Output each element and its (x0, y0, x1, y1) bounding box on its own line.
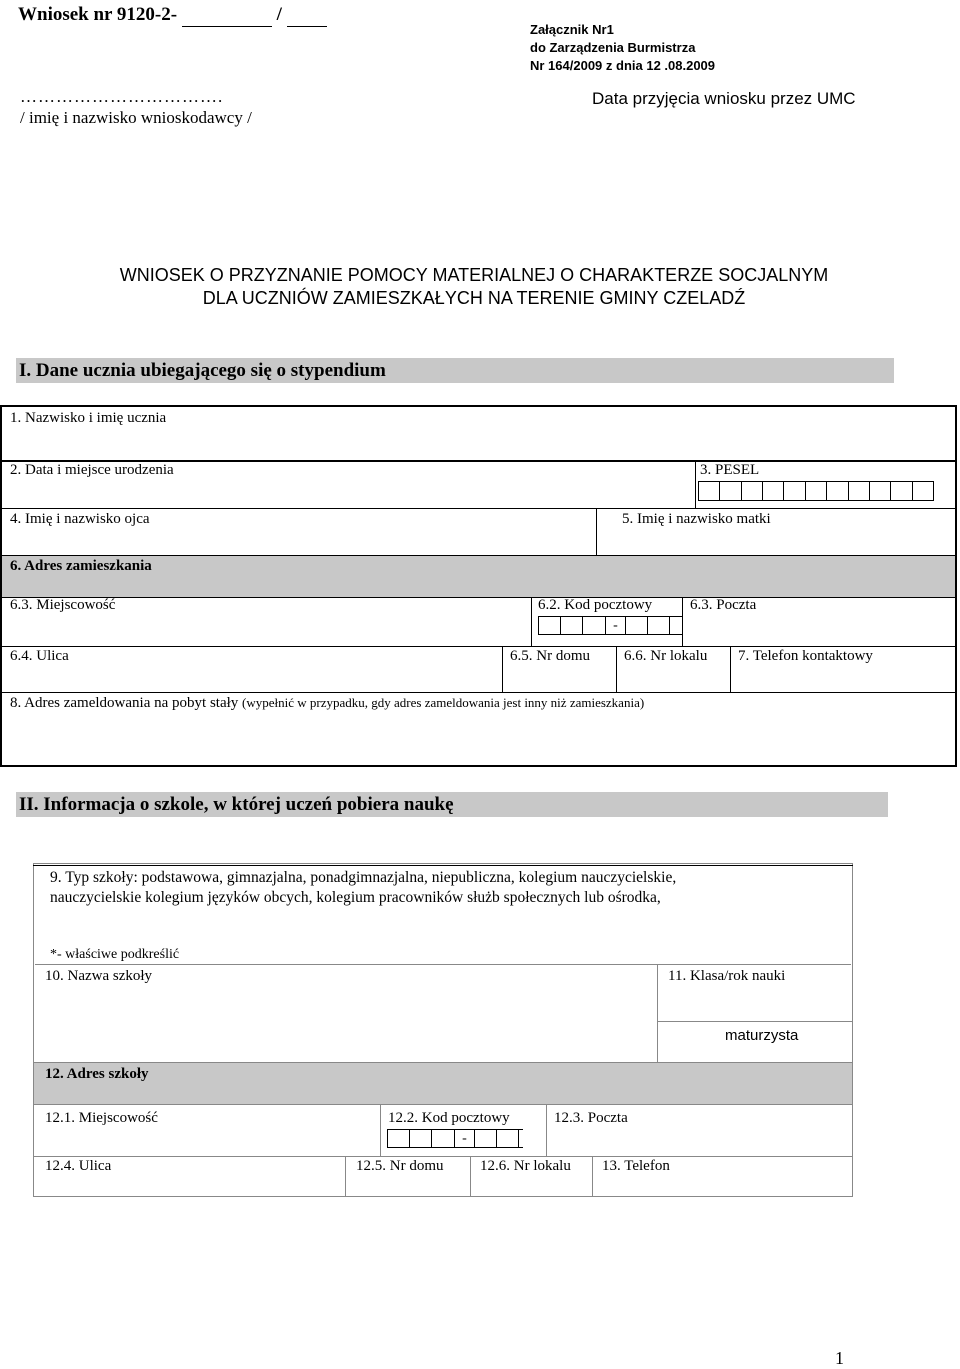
postal-cell[interactable] (388, 1130, 410, 1147)
school-city-input[interactable] (45, 1130, 369, 1154)
pesel-cell[interactable] (870, 482, 891, 500)
mother-input[interactable] (610, 531, 944, 555)
father-input[interactable] (10, 531, 584, 555)
annex-note (530, 21, 715, 75)
date-received-label: Data przyjęcia wniosku przez UMC (592, 89, 856, 108)
postal-cell[interactable] (583, 617, 605, 634)
annex-line: do Zarządzenia Burmistrza (530, 40, 696, 55)
registered-address-label (10, 695, 644, 712)
post-office-label: 6.3. Poczta (690, 597, 757, 613)
postal-code-label: 6.2. Kod pocztowy (538, 597, 653, 613)
column-divider (657, 964, 658, 1062)
application-number-separator: / (276, 4, 282, 25)
row-divider (35, 964, 851, 965)
school-type-line: nauczycielskie kolegium języków obcych, kolegium pracowników służb społecznych lub ośrodka, (50, 889, 661, 906)
pesel-cell[interactable] (699, 482, 720, 500)
column-divider (596, 508, 597, 555)
school-type-text (50, 868, 676, 908)
postal-cell[interactable] (648, 617, 670, 634)
row-divider (0, 508, 957, 509)
school-post-office-label: 12.3. Poczta (554, 1110, 628, 1126)
phone-label: 7. Telefon kontaktowy (738, 648, 873, 664)
registered-address-title: 8. Adres zameldowania na pobyt stały (10, 695, 239, 711)
pesel-cell[interactable] (763, 482, 784, 500)
pesel-cell[interactable] (913, 482, 934, 500)
post-office-input[interactable] (690, 618, 944, 644)
column-divider (345, 1156, 346, 1197)
school-post-office-input[interactable] (554, 1130, 848, 1154)
phone-input[interactable] (738, 668, 947, 692)
registered-address-note: (wypełnić w przypadku, gdy adres zameldowania jest inny niż zamieszkania) (242, 695, 645, 710)
student-name-label: 1. Nazwisko i imię ucznia (10, 410, 167, 426)
school-name-label: 10. Nazwa szkoły (45, 968, 153, 984)
column-divider (592, 1156, 593, 1197)
form-title (0, 264, 960, 310)
school-name-input[interactable] (45, 990, 649, 1048)
annex-line: Nr 164/2009 z dnia 12 .08.2009 (530, 58, 716, 73)
column-divider (730, 646, 731, 692)
pesel-cell[interactable] (849, 482, 870, 500)
postal-cell[interactable] (497, 1130, 519, 1147)
row-divider (0, 597, 957, 598)
pesel-cells[interactable] (698, 481, 934, 501)
birth-label: 2. Data i miejsce urodzenia (10, 462, 174, 478)
column-divider (546, 1104, 547, 1156)
row-divider (657, 1021, 853, 1022)
column-divider (380, 1104, 381, 1156)
city-input[interactable] (10, 618, 524, 644)
underline-note: *- właściwe podkreślić (50, 947, 180, 962)
row-divider (0, 646, 957, 647)
postal-cell[interactable] (410, 1130, 432, 1147)
column-divider (531, 597, 532, 646)
row-divider (0, 555, 957, 556)
column-divider (682, 597, 683, 646)
form-title-line: DLA UCZNIÓW ZAMIESZKAŁYCH NA TERENIE GMINY CZELADŹ (202, 288, 746, 308)
school-city-label: 12.1. Miejscowość (45, 1110, 158, 1126)
column-divider (695, 460, 696, 508)
city-label: 6.3. Miejscowość (10, 597, 116, 613)
pesel-cell[interactable] (742, 482, 763, 500)
postal-dash: - (605, 617, 627, 634)
frame-top-line (33, 865, 853, 866)
row-divider (0, 692, 957, 693)
row-divider (33, 1062, 853, 1063)
row-divider (33, 1156, 853, 1157)
pesel-cell[interactable] (784, 482, 805, 500)
school-address-heading: 12. Adres szkoły (45, 1066, 149, 1082)
pesel-cell[interactable] (891, 482, 912, 500)
father-label: 4. Imię i nazwisko ojca (10, 511, 150, 527)
school-postal-label: 12.2. Kod pocztowy (388, 1110, 510, 1126)
column-divider (502, 646, 503, 692)
birth-input[interactable] (10, 482, 684, 508)
application-number-field[interactable] (182, 8, 272, 27)
form-title-line: WNIOSEK O PRZYZNANIE POMOCY MATERIALNEJ O CHARAKTERZE SOCJALNYM (119, 265, 829, 285)
section1-heading: I. Dane ucznia ubiegającego się o stypendium (19, 360, 386, 381)
school-postal-cells[interactable] (387, 1129, 523, 1148)
school-address-bar (34, 1062, 852, 1104)
street-input[interactable] (10, 668, 494, 692)
pesel-label: 3. PESEL (700, 462, 760, 478)
application-year-field[interactable] (287, 8, 327, 27)
house-number-label: 6.5. Nr domu (510, 648, 590, 664)
school-apartment-label: 12.6. Nr lokalu (480, 1158, 571, 1174)
postal-cell[interactable] (626, 617, 648, 634)
house-number-input[interactable] (510, 668, 614, 692)
postal-cell[interactable] (670, 617, 682, 634)
application-number (18, 4, 327, 27)
school-phone-label: 13. Telefon (602, 1158, 670, 1174)
apartment-label: 6.6. Nr lokalu (624, 648, 708, 664)
pesel-cell[interactable] (806, 482, 827, 500)
street-label: 6.4. Ulica (10, 648, 69, 664)
postal-code-cells[interactable] (538, 616, 682, 635)
apartment-input[interactable] (624, 668, 728, 692)
postal-cell[interactable] (475, 1130, 497, 1147)
postal-cell[interactable] (519, 1130, 523, 1147)
student-name-input[interactable] (10, 430, 944, 458)
page-number: 1 (835, 1348, 844, 1368)
class-label: 11. Klasa/rok nauki (668, 968, 786, 984)
column-divider (470, 1156, 471, 1197)
postal-dash: - (454, 1130, 476, 1147)
class-value: maturzysta (725, 1027, 799, 1044)
school-house-label: 12.5. Nr domu (356, 1158, 444, 1174)
mother-label: 5. Imię i nazwisko matki (622, 511, 771, 527)
section2-heading: II. Informacja o szkole, w której uczeń pobiera naukę (19, 794, 454, 815)
postal-cell[interactable] (432, 1130, 454, 1147)
postal-cell[interactable] (539, 617, 561, 634)
postal-cell[interactable] (561, 617, 583, 634)
school-street-label: 12.4. Ulica (45, 1158, 112, 1174)
pesel-cell[interactable] (827, 482, 848, 500)
column-divider (616, 646, 617, 692)
address-heading: 6. Adres zamieszkania (10, 558, 152, 574)
annex-line: Załącznik Nr1 (530, 22, 614, 37)
school-type-line: 9. Typ szkoły: podstawowa, gimnazjalna, ponadgimnazjalna, niepubliczna, kolegium nauczycielskie, (50, 869, 677, 886)
row-divider (33, 1104, 853, 1105)
pesel-cell[interactable] (720, 482, 741, 500)
application-number-label: Wniosek nr 9120-2- (18, 4, 178, 25)
school-street-input[interactable] (45, 1176, 339, 1196)
applicant-dots: ……………………………. (20, 87, 224, 106)
registered-address-input[interactable] (10, 718, 944, 760)
applicant-caption: / imię i nazwisko wnioskodawcy / (20, 108, 252, 127)
